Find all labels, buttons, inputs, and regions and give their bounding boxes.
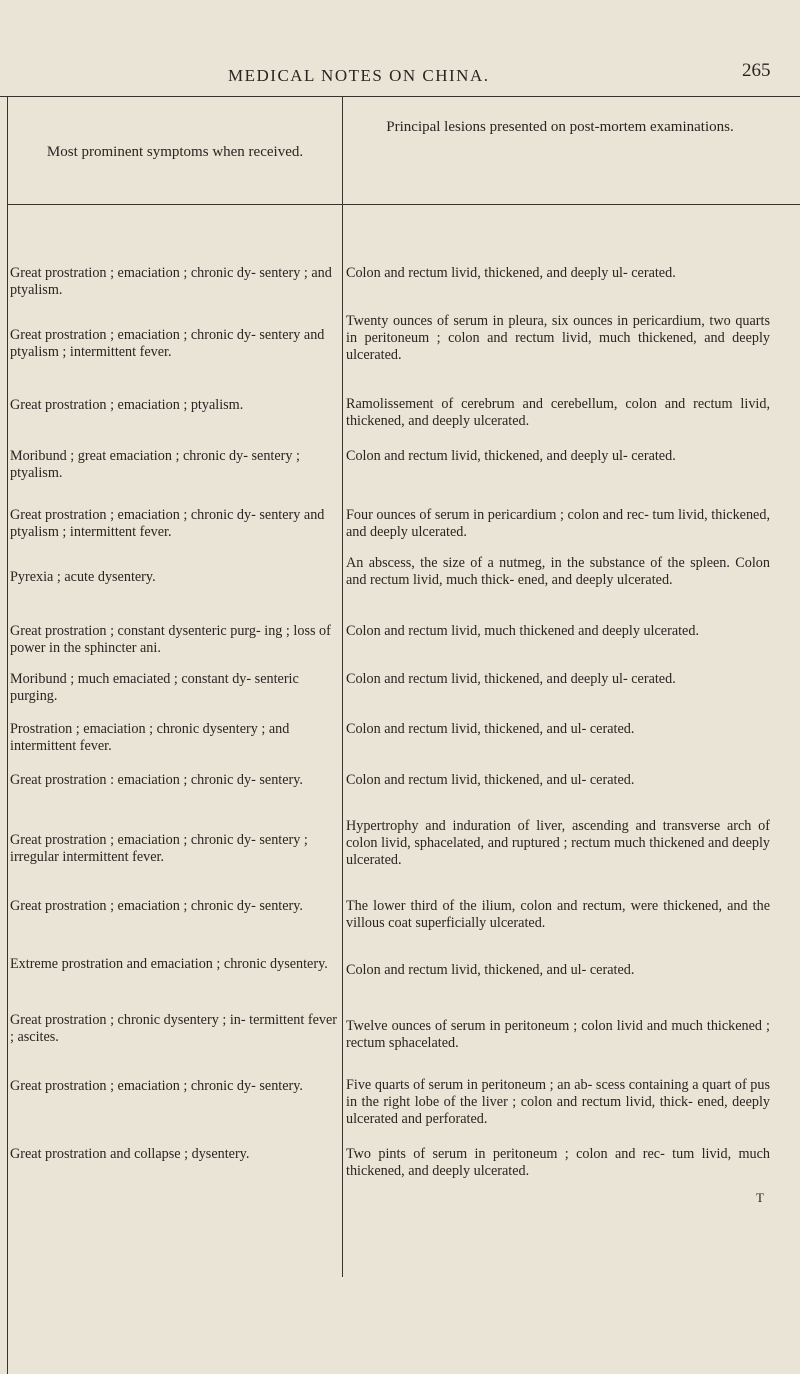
left-edge-rule: [7, 97, 8, 1374]
running-title: MEDICAL NOTES ON CHINA.: [228, 66, 490, 85]
row-4-lesions: Colon and rectum livid, thickened, and deeply ul- cerated.: [346, 448, 676, 464]
row-11-symptoms: Great prostration ; emaciation ; chronic dy- sentery ; irregular intermittent fever.: [10, 832, 308, 865]
row-13-symptoms: Extreme prostration and emaciation ; chronic dysentery.: [10, 956, 328, 972]
row-4-symptoms: Moribund ; great emaciation ; chronic dy- sentery ; ptyalism.: [10, 448, 300, 481]
row-9-lesions: Colon and rectum livid, thickened, and ul- cerated.: [346, 721, 635, 737]
row-3-lesions: Ramolissement of cerebrum and cerebellum, colon and rectum livid, thickened, and deeply ulcerated.: [346, 396, 770, 429]
row-7-lesions: Colon and rectum livid, much thickened and deeply ulcerated.: [346, 623, 699, 639]
row-6-symptoms: Pyrexia ; acute dysentery.: [10, 569, 156, 585]
row-8-symptoms: Moribund ; much emaciated ; constant dy- senteric purging.: [10, 671, 299, 704]
row-9-symptoms: Prostration ; emaciation ; chronic dysentery ; and intermittent fever.: [10, 721, 290, 754]
column-header-lesions: Principal lesions presented on post-mortem examinations.: [386, 119, 734, 135]
row-11-lesions: Hypertrophy and induration of liver, ascending and transverse arch of colon livid, sphacelated, and ruptured ; rectum much thickened and deeply ulcerated.: [346, 818, 770, 868]
row-10-symptoms: Great prostration : emaciation ; chronic dy- sentery.: [10, 772, 303, 788]
row-2-symptoms: Great prostration ; emaciation ; chronic dy- sentery and ptyalism ; intermittent fever.: [10, 327, 325, 360]
table-top-rule: [0, 96, 800, 97]
row-15-lesions: Five quarts of serum in peritoneum ; an ab- scess containing a quart of pus in the right lobe of the liver ; colon and rectum livid, thick- ened, deeply ulcerated and perforated.: [346, 1077, 770, 1127]
row-7-symptoms: Great prostration ; constant dysenteric purg- ing ; loss of power in the sphincter ani.: [10, 623, 331, 656]
row-3-symptoms: Great prostration ; emaciation ; ptyalism.: [10, 397, 244, 413]
row-1-lesions: Colon and rectum livid, thickened, and deeply ul- cerated.: [346, 265, 676, 281]
row-14-lesions: Twelve ounces of serum in peritoneum ; colon livid and much thickened ; rectum sphacelated.: [346, 1018, 770, 1051]
row-16-lesions: Two pints of serum in peritoneum ; colon and rec- tum livid, much thickened, and deeply ulcerated.: [346, 1146, 770, 1179]
row-10-lesions: Colon and rectum livid, thickened, and ul- cerated.: [346, 772, 635, 788]
header-bottom-rule: [8, 204, 800, 205]
row-12-lesions: The lower third of the ilium, colon and rectum, were thickened, and the villous coat superficially ulcerated.: [346, 898, 770, 931]
column-header-symptoms: Most prominent symptoms when received.: [46, 144, 304, 160]
row-5-lesions: Four ounces of serum in pericardium ; colon and rec- tum livid, thickened, and deeply ulcerated.: [346, 507, 770, 540]
row-5-symptoms: Great prostration ; emaciation ; chronic dy- sentery and ptyalism ; intermittent fever.: [10, 507, 325, 540]
column-divider: [342, 97, 343, 1277]
row-13-lesions: Colon and rectum livid, thickened, and ul- cerated.: [346, 962, 635, 978]
row-2-lesions: Twenty ounces of serum in pleura, six ounces in pericardium, two quarts in peritoneum ; colon and rectum livid, much thickened, and deeply ulcerated.: [346, 313, 770, 363]
row-12-symptoms: Great prostration ; emaciation ; chronic dy- sentery.: [10, 898, 303, 914]
page-header: [0, 60, 800, 96]
row-14-symptoms: Great prostration ; chronic dysentery ; in- termittent fever ; ascites.: [10, 1012, 337, 1045]
row-15-symptoms: Great prostration ; emaciation ; chronic dy- sentery.: [10, 1078, 303, 1094]
row-1-symptoms: Great prostration ; emaciation ; chronic dy- sentery ; and ptyalism.: [10, 265, 332, 298]
row-16-symptoms: Great prostration and collapse ; dysentery.: [10, 1146, 250, 1162]
row-6-lesions: An abscess, the size of a nutmeg, in the substance of the spleen. Colon and rectum livid, much thick- ened, and deeply ulcerated.: [346, 555, 770, 588]
page-number: 265: [742, 60, 771, 81]
row-8-lesions: Colon and rectum livid, thickened, and deeply ul- cerated.: [346, 671, 676, 687]
signature-mark: T: [756, 1190, 764, 1205]
